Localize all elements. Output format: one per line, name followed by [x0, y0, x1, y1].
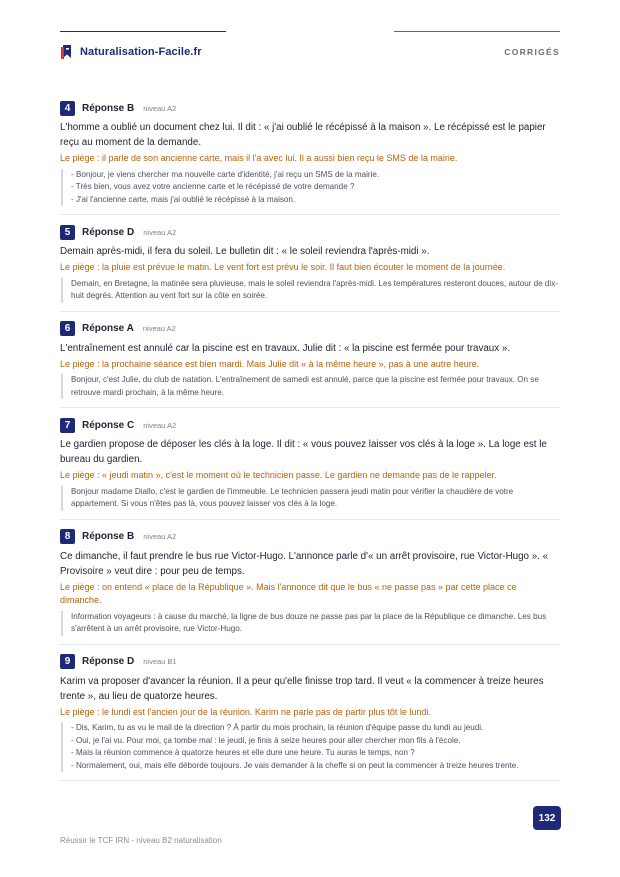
level-label: niveau A2: [143, 227, 177, 237]
answer-explanation: Karim va proposer d'avancer la réunion. Il a peur qu'elle finisse trop tard. Il veut « la commencer à treize heures trente », au lieu de quatorze heures.: [60, 675, 544, 702]
answer-item: [60, 223, 560, 312]
answer-item: [60, 653, 560, 782]
answer-header: [60, 653, 560, 671]
answer-header: [60, 223, 560, 241]
transcript-quote: [61, 169, 560, 207]
level-label: niveau A2: [143, 532, 177, 541]
trap-note: Le piège : « jeudi matin », c'est le moment où le technicien passe. Le gardien ne demande pas de le rappeler.: [60, 470, 497, 480]
page-footer: Réussir le TCF IRN - niveau B2 naturalisation: [60, 836, 222, 845]
transcript-quote: [61, 374, 560, 399]
question-number-badge: 5: [60, 225, 75, 240]
brand-name: Naturalisation-Facile.fr: [80, 46, 202, 58]
page-number-badge: 132: [533, 806, 561, 830]
level-label: niveau B1: [143, 657, 177, 666]
transcript-line: Bonjour madame Diallo, c'est le gardien de l'immeuble. Le technicien passera jeudi matin pour vérifier la chaudière de votre appartement. Si vous n'êtes pas là, vous pouvez laisser vos clés à la loge.: [71, 486, 514, 508]
answer-item: [60, 528, 560, 645]
answer-label: Réponse A: [82, 323, 134, 334]
transcript-line: - Dis, Karim, tu as vu le mail de la direction ? À partir du mois prochain, la réunion d'équipe passe du lundi au jeudi.: [71, 723, 484, 732]
transcript-quote: [61, 722, 560, 772]
answer-label: Réponse D: [82, 656, 135, 667]
answers-list: [60, 99, 560, 789]
level-label: niveau A2: [143, 420, 177, 430]
transcript-line: - Bonjour, je viens chercher ma nouvelle carte d'identité, j'ai reçu un SMS de la mairie.: [71, 169, 380, 179]
transcript-quote: [61, 611, 560, 636]
page-header: [60, 44, 560, 62]
brand-logo[interactable]: [60, 44, 202, 60]
answer-label: Réponse B: [82, 531, 135, 542]
transcript-quote: [61, 278, 560, 303]
header-rule-red: [394, 31, 560, 32]
level-label: niveau A2: [143, 103, 177, 113]
answer-label: Réponse C: [82, 419, 135, 431]
trap-note: Le piège : la prochaine séance est bien mardi. Mais Julie dit « à la même heure », pas à une autre heure.: [60, 358, 480, 369]
transcript-line: - Oui, je l'ai vu. Pour moi, ça tombe mal : le jeudi, je finis à seize heures pour aller chercher mon fils à l'école.: [71, 735, 461, 745]
answer-header: [60, 416, 560, 434]
answer-label: Réponse D: [82, 226, 135, 238]
level-label: niveau A2: [142, 324, 176, 333]
section-label: CORRIGÉS: [504, 47, 560, 57]
bookmark-flag-icon: [60, 44, 74, 60]
answer-item: [60, 320, 560, 409]
transcript-line: - Mais la réunion commence à quatorze heures et elle dure une heure. Tu auras le temps, non ?: [71, 748, 415, 757]
transcript-quote: [61, 486, 560, 511]
trap-note: Le piège : on entend « place de la République ». Mais l'annonce dit que le bus « ne passe pas » par cette place ce dimanche.: [60, 581, 517, 605]
trap-note: Le piège : il parle de son ancienne carte, mais il l'a avec lui. Il a aussi bien reçu le SMS de la mairie.: [60, 153, 458, 163]
header-rule-blue: [60, 31, 226, 32]
transcript-line: Information voyageurs : à cause du marché, la ligne de bus douze ne passe pas par la place de la République ce dimanche. Les bus s'arrêtent à un arrêt provisoire, rue Victor-Hugo.: [71, 611, 547, 633]
question-number-badge: 6: [60, 321, 75, 336]
question-number-badge: 8: [60, 529, 75, 544]
question-number-badge: 9: [60, 654, 75, 669]
transcript-line: Bonjour, c'est Julie, du club de natation. L'entraînement de samedi est annulé, parce que la piscine est fermée pour travaux. On se retrouve mardi prochain, à la même heure.: [71, 375, 539, 397]
answer-explanation: Demain après-midi, il fera du soleil. Le bulletin dit : « le soleil reviendra l'après-midi ».: [60, 246, 430, 257]
answer-header: [60, 99, 560, 117]
transcript-line: - J'ai l'ancienne carte, mais j'ai oublié le récépissé à la maison.: [71, 194, 296, 204]
trap-note: Le piège : la pluie est prévue le matin. Le vent fort est prévu le soir. Il faut bien écouter le moment de la journée.: [60, 262, 506, 272]
answer-label: Réponse B: [82, 102, 135, 114]
answer-explanation: L'entraînement est annulé car la piscine est en travaux. Julie dit : « la piscine est fermée pour travaux ».: [60, 342, 511, 354]
question-number-badge: 4: [60, 101, 75, 116]
transcript-line: - Très bien, vous avez votre ancienne carte et le récépissé de votre demande ?: [71, 182, 355, 191]
answer-item: [60, 416, 560, 520]
answer-item: [60, 99, 560, 215]
answer-header: [60, 320, 560, 338]
trap-note: Le piège : le lundi est l'ancien jour de la réunion. Karim ne parle pas de partir plus tôt le lundi.: [60, 706, 431, 717]
transcript-line: Demain, en Bretagne, la matinée sera pluvieuse, mais le soleil reviendra l'après-midi. Les températures resteront douces, autour de dix-huit degrés. Attention au vent fort sur la côte en soirée.: [71, 278, 558, 300]
answer-explanation: Le gardien propose de déposer les clés à la loge. Il dit : « vous pouvez laisser vos clés à la loge ». La loge est le bureau du gardien.: [60, 439, 547, 465]
answer-header: [60, 528, 560, 546]
answer-explanation: L'homme a oublié un document chez lui. Il dit : « j'ai oublié le récépissé à la maison ». Le récépissé est le papier reçu au moment de la demande.: [60, 122, 546, 148]
transcript-line: - Normalement, oui, mais elle déborde toujours. Je vais demander à la cheffe si on peut la commencer à treize heures trente.: [71, 760, 519, 770]
answer-explanation: Ce dimanche, il faut prendre le bus rue Victor-Hugo. L'annonce parle d'« un arrêt provisoire, rue Victor-Hugo ». « Provisoire » veut dire : pour peu de temps.: [60, 550, 549, 577]
question-number-badge: 7: [60, 418, 75, 433]
